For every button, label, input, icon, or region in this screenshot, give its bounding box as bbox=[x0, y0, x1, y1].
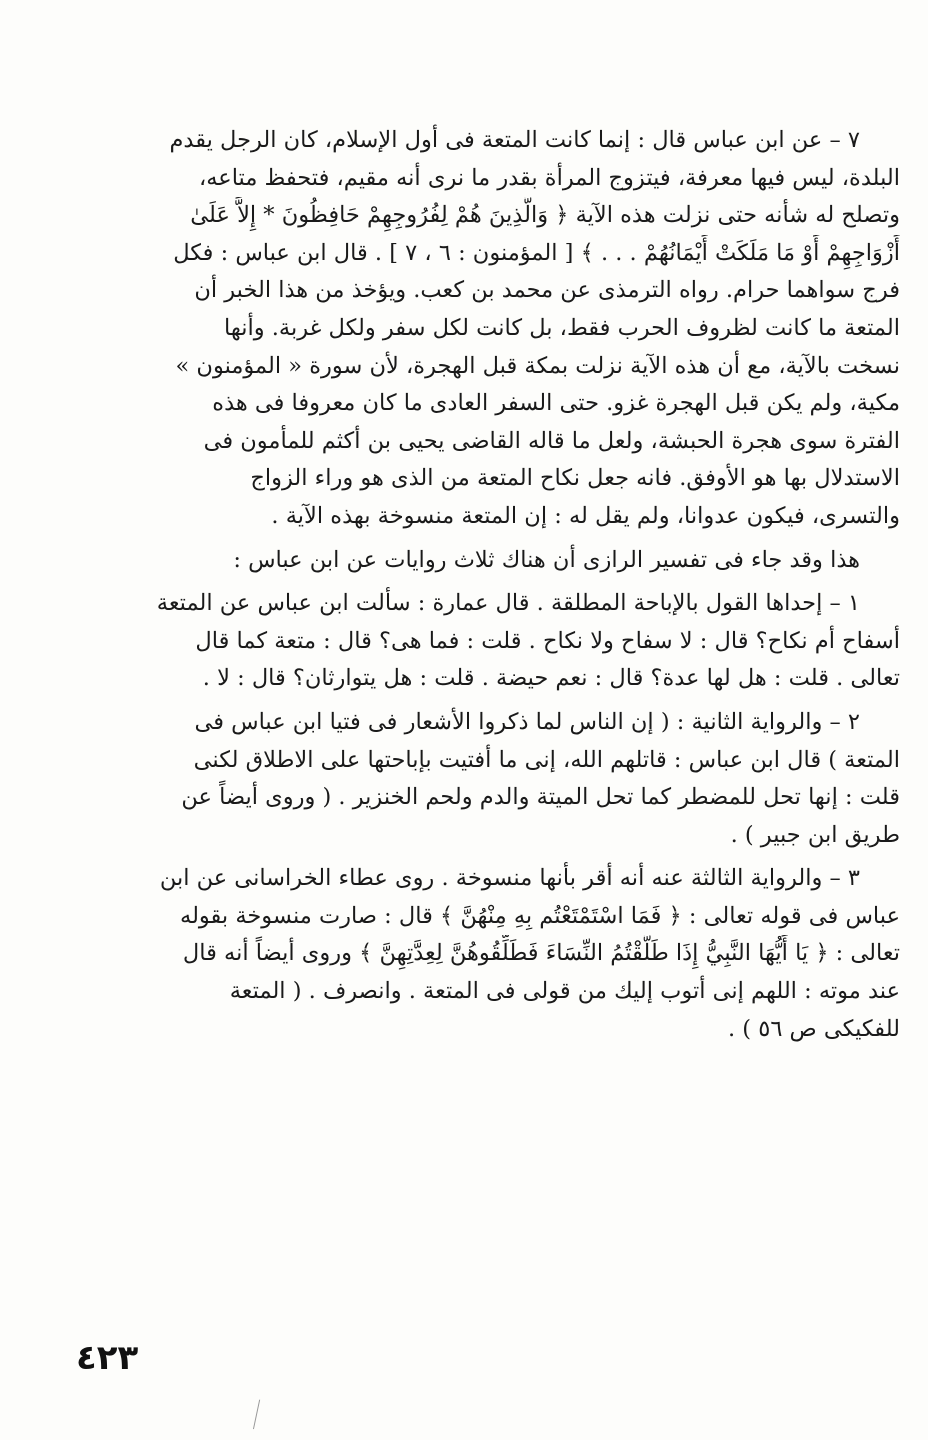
paragraph-1 bbox=[76, 585, 900, 698]
text-line: الاستدلال بها هو الأوفق. فانه جعل نكاح المتعة من الذى هو وراء الزواج bbox=[250, 465, 900, 492]
text-line: عباس فى قوله تعالى : ﴿ فَمَا اسْتَمْتَعْتُم بِهِ مِنْهُنَّ ﴾ قال : صارت منسوخة بقوله bbox=[180, 902, 900, 929]
text-line: عند موته : اللهم إنى أتوب إليك من قولى فى المتعة . وانصرف . ( المتعة bbox=[229, 978, 900, 1005]
text-line: وتصلح له شأنه حتى نزلت هذه الآية ﴿ وَالَّذِينَ هُمْ لِفُرُوجِهِمْ حَافِظُونَ * إِلاَّ عَلَىٰ bbox=[190, 202, 900, 229]
text-line: هذا وقد جاء فى تفسير الرازى أن هناك ثلاث روايات عن ابن عباس : bbox=[233, 546, 860, 573]
page-number: ٤٢٣ bbox=[76, 1338, 139, 1378]
text-line: ٣ – والرواية الثالثة عنه أنه أقر بأنها منسوخة . روى عطاء الخراسانى عن ابن bbox=[159, 865, 860, 892]
text-line: ٧ – عن ابن عباس قال : إنما كانت المتعة فى أول الإسلام، كان الرجل يقدم bbox=[169, 127, 860, 153]
text-line: المتعة ما كانت لظروف الحرب فقط، بل كانت لكل سفر ولكل غربة. وأنها bbox=[223, 314, 900, 341]
text-line: ٢ – والرواية الثانية : ( إن الناس لما ذكروا الأشعار فى فتيا ابن عباس فى bbox=[194, 708, 860, 735]
text-line: البلدة، ليس فيها معرفة، فيتزوج المرأة بقدر ما نرى أنه مقيم، فتحفظ متاعه، bbox=[198, 164, 900, 191]
text-line: أسفاح أم نكاح؟ قال : لا سفاح ولا نكاح . قلت : فما هى؟ قال : متعة كما قال bbox=[195, 627, 900, 654]
text-line: تعالى . قلت : هل لها عدة؟ قال : نعم حيضة . قلت : هل يتوارثان؟ قال : لا . bbox=[202, 665, 900, 692]
text-line: مكية، ولم يكن قبل الهجرة غزو. حتى السفر العادى ما كان معروفا فى هذه bbox=[212, 390, 900, 417]
text-line: أَزْوَاجِهِمْ أَوْ مَا مَلَكَتْ أَيْمَانُهُمْ . . . ﴾ [ المؤمنون : ٦ ، ٧ ] . قال ابن عباس : فكل bbox=[173, 239, 900, 266]
paragraph-razi bbox=[76, 542, 900, 580]
paragraph-3 bbox=[76, 860, 900, 1048]
paper-scratch-mark bbox=[253, 1400, 266, 1431]
text-line: للفكيكى ص ٥٦ ) . bbox=[728, 1015, 900, 1042]
text-line: طريق ابن جبير ) . bbox=[730, 821, 900, 848]
text-line: الفترة سوى هجرة الحبشة، ولعل ما قاله القاضى يحيى بن أكثم للمأمون فى bbox=[203, 427, 900, 454]
text-line: قلت : إنها تحل للمضطر كما تحل الميتة والدم ولحم الخنزير . ( وروى أيضاً عن bbox=[181, 784, 900, 811]
text-line: نسخت بالآية، مع أن هذه الآية نزلت بمكة قبل الهجرة، لأن سورة « المؤمنون » bbox=[175, 352, 900, 379]
text-line: والتسرى، فيكون عدوانا، ولم يقل له : إن المتعة منسوخة بهذه الآية . bbox=[271, 502, 900, 529]
text-line: المتعة ) قال ابن عباس : قاتلهم الله، إنى ما أفتيت بإباحتها على الاطلاق لكنى bbox=[193, 746, 900, 773]
text-line: فرج سواهما حرام. رواه الترمذى عن محمد بن كعب. ويؤخذ من هذا الخبر أن bbox=[194, 277, 900, 304]
text-line: تعالى : ﴿ يَا أَيُّهَا النَّبِيُّ إِذَا طَلَّقْتُمُ النِّسَاءَ فَطَلِّقُوهُنَّ لِعِدَّتِهِنَّ ﴾ وروى أيضاً أنه قال bbox=[182, 940, 900, 967]
paragraph-2 bbox=[76, 704, 900, 854]
text-line: ١ – إحداها القول بالإباحة المطلقة . قال عمارة : سألت ابن عباس عن المتعة bbox=[156, 590, 860, 617]
paragraph-7 bbox=[76, 122, 900, 536]
body-text bbox=[76, 122, 900, 1048]
